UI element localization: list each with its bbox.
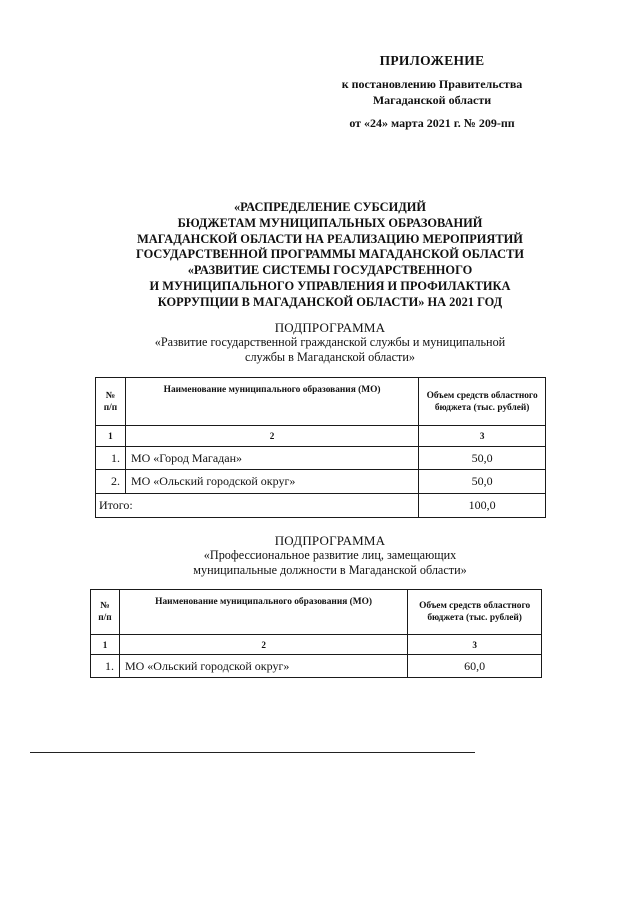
row-value: 50,0 (419, 447, 546, 470)
total-value: 100,0 (419, 494, 546, 518)
appendix-date-line: от «24» марта 2021 г. № 209-пп (349, 116, 515, 130)
table-total-row (96, 494, 546, 518)
column-number: 1 (91, 635, 120, 655)
table-row (96, 447, 546, 470)
title-line: ГОСУДАРСТВЕННОЙ ПРОГРАММЫ МАГАДАНСКОЙ ОБЛАСТИ (136, 247, 524, 262)
row-name: МО «Ольский городской округ» (119, 655, 407, 678)
subprogram-label: ПОДПРОГРАММА (274, 533, 386, 548)
table-header-row (91, 590, 542, 635)
column-number: 3 (419, 426, 546, 447)
appendix-line: Магаданской области (372, 93, 492, 107)
subprogram-name: службы в Магаданской области» (245, 350, 415, 364)
total-label: Итого: (96, 494, 419, 518)
subprogram-name: «Развитие государственной гражданской службы и муниципальной (154, 335, 506, 349)
end-divider (30, 752, 475, 753)
title-line: КОРРУПЦИИ В МАГАДАНСКОЙ ОБЛАСТИ» НА 2021 ГОД (157, 294, 503, 309)
appendix-block (302, 53, 562, 131)
subprogram-name: «Профессиональное развитие лиц, замещающих (203, 548, 457, 562)
table-header-row (96, 378, 546, 426)
row-value: 50,0 (419, 470, 546, 494)
header-num: № п/п (96, 378, 126, 426)
column-number: 3 (408, 635, 542, 655)
row-value: 60,0 (408, 655, 542, 678)
subprogram-label: ПОДПРОГРАММА (274, 320, 386, 335)
row-num: 1. (91, 655, 120, 678)
appendix-title: ПРИЛОЖЕНИЕ (379, 53, 485, 68)
column-number-row (91, 635, 542, 655)
row-name: МО «Город Магадан» (125, 447, 418, 470)
header-name: Наименование муниципального образования (МО) (125, 378, 418, 426)
subprogram-1-table (95, 377, 546, 518)
header-value: Объем средств областного бюджета (тыс. рублей) (419, 378, 546, 426)
column-number: 1 (96, 426, 126, 447)
row-num: 1. (96, 447, 126, 470)
header-name: Наименование муниципального образования (МО) (119, 590, 407, 635)
header-num: № п/п (91, 590, 120, 635)
title-line: И МУНИЦИПАЛЬНОГО УПРАВЛЕНИЯ И ПРОФИЛАКТИКА (149, 278, 511, 293)
table-row (91, 655, 542, 678)
column-number: 2 (119, 635, 407, 655)
appendix-line: к постановлению Правительства (341, 77, 523, 91)
title-line: «РАСПРЕДЕЛЕНИЕ СУБСИДИЙ (233, 200, 427, 214)
subprogram-2-heading (85, 533, 575, 578)
subprogram-2-table (90, 589, 542, 678)
header-value: Объем средств областного бюджета (тыс. рублей) (408, 590, 542, 635)
title-line: «РАЗВИТИЕ СИСТЕМЫ ГОСУДАРСТВЕННОГО (187, 263, 473, 278)
row-name: МО «Ольский городской округ» (125, 470, 418, 494)
title-line: БЮДЖЕТАМ МУНИЦИПАЛЬНЫХ ОБРАЗОВАНИЙ (177, 215, 483, 230)
column-number-row (96, 426, 546, 447)
row-num: 2. (96, 470, 126, 494)
document-title (70, 200, 590, 311)
table-row (96, 470, 546, 494)
subprogram-1-heading (85, 320, 575, 365)
title-line: МАГАДАНСКОЙ ОБЛАСТИ НА РЕАЛИЗАЦИЮ МЕРОПРИЯТИЙ (137, 231, 523, 246)
subprogram-name: муниципальные должности в Магаданской области» (193, 563, 467, 577)
column-number: 2 (125, 426, 418, 447)
